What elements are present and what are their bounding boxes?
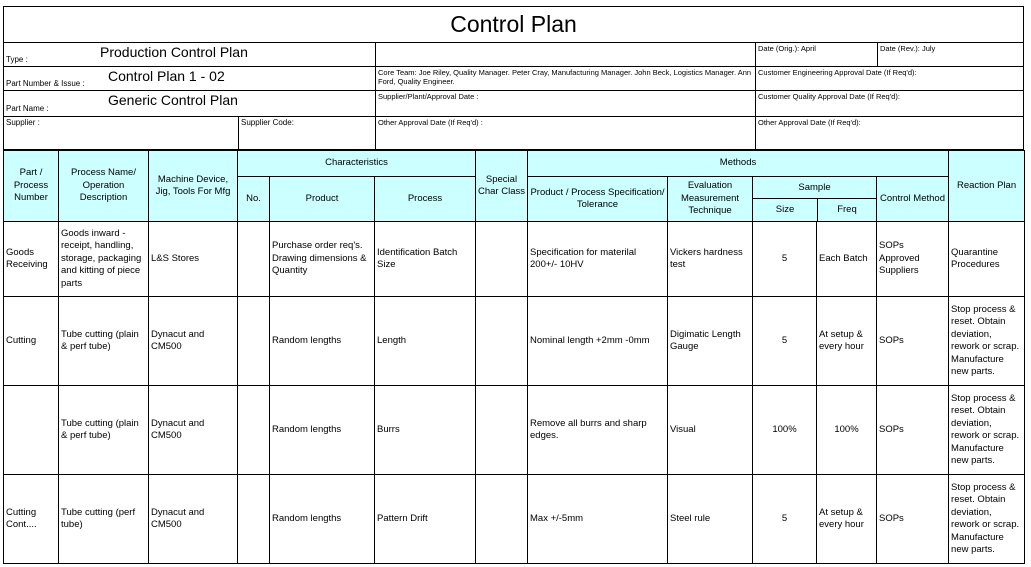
- other-approval-2: Other Approval Date (If Req'd):: [756, 117, 1023, 150]
- cell-size: 100%: [753, 386, 817, 475]
- cell-freq: 100%: [817, 386, 877, 475]
- part-name-value: Generic Control Plan: [108, 92, 238, 108]
- cust-quality-approval: Customer Quality Approval Date (If Req'd):: [756, 91, 1023, 117]
- table-row: [4, 297, 1025, 386]
- cell-control: SOPs Approved Suppliers: [877, 222, 949, 297]
- col-size: Size: [753, 199, 818, 221]
- cell-machine: L&S Stores: [149, 222, 238, 297]
- col-characteristics: Characteristics: [238, 151, 476, 177]
- cell-evaluation: Vickers hardness test: [668, 222, 753, 297]
- cell-part: [4, 386, 59, 475]
- col-process: Process: [375, 177, 476, 222]
- col-machine: Machine Device, Jig, Tools For Mfg: [149, 151, 238, 222]
- cell-freq: At setup & every hour: [817, 297, 877, 386]
- col-sample-label: Sample: [753, 177, 876, 199]
- blank-cell: [376, 43, 756, 67]
- part-number-label: Part Number & Issue :: [6, 79, 85, 88]
- cell-process: Identification Batch Size: [375, 222, 476, 297]
- cell-process-name: Tube cutting (plain & perf tube): [59, 297, 149, 386]
- supplier-cell: [4, 117, 239, 150]
- cell-part: Cutting Cont....: [4, 475, 59, 564]
- supplier-label: Supplier :: [6, 118, 40, 127]
- supplier-approval: Supplier/Plant/Approval Date :: [376, 91, 756, 117]
- cell-process: Burrs: [375, 386, 476, 475]
- cell-process: Pattern Drift: [375, 475, 476, 564]
- cell-no: [238, 475, 270, 564]
- cell-part: Cutting: [4, 297, 59, 386]
- cell-size: 5: [753, 475, 817, 564]
- cell-control: SOPs: [877, 475, 949, 564]
- cell-spec: Max +/-5mm: [528, 475, 668, 564]
- cell-evaluation: Steel rule: [668, 475, 753, 564]
- col-process-name: Process Name/ Operation Description: [59, 151, 149, 222]
- col-no: No.: [238, 177, 270, 222]
- cell-product: Purchase order req's. Drawing dimensions & Quantity: [270, 222, 375, 297]
- header-row-1: [4, 151, 1025, 177]
- cell-spec: Remove all burrs and sharp edges.: [528, 386, 668, 475]
- col-reaction-plan: Reaction Plan: [949, 151, 1025, 222]
- cell-process-name: Tube cutting (perf tube): [59, 475, 149, 564]
- cell-special: [476, 475, 528, 564]
- cell-freq: Each Batch: [817, 222, 877, 297]
- table-row: [4, 475, 1025, 564]
- cell-product: Random lengths: [270, 475, 375, 564]
- col-spec-tolerance: Product / Process Specification/ Tolerance: [528, 177, 668, 222]
- other-approval-1: Other Approval Date (If Req'd) :: [376, 117, 756, 150]
- cell-machine: Dynacut and CM500: [149, 475, 238, 564]
- control-plan-document: [3, 6, 1024, 565]
- col-control-method: Control Method: [877, 177, 949, 222]
- cell-size: 5: [753, 297, 817, 386]
- cell-no: [238, 222, 270, 297]
- cell-no: [238, 386, 270, 475]
- cell-control: SOPs: [877, 386, 949, 475]
- cust-eng-approval: Customer Engineering Approval Date (If Req'd):: [756, 67, 1023, 91]
- cell-reaction: Stop process & reset. Obtain deviation, rework or scrap. Manufacture new parts.: [949, 475, 1025, 564]
- col-sample: [753, 177, 877, 222]
- col-special-char: Special Char Class: [476, 151, 528, 222]
- cell-reaction: Stop process & reset. Obtain deviation, rework or scrap. Manufacture new parts.: [949, 386, 1025, 475]
- cell-special: [476, 386, 528, 475]
- cell-evaluation: Visual: [668, 386, 753, 475]
- table-row: [4, 386, 1025, 475]
- col-evaluation: Evaluation Measurement Technique: [668, 177, 753, 222]
- date-orig: Date (Orig.): April: [756, 43, 878, 67]
- cell-spec: Specification for materilal 200+/- 10HV: [528, 222, 668, 297]
- page-title: Control Plan: [3, 6, 1024, 43]
- cell-product: Random lengths: [270, 297, 375, 386]
- cell-machine: Dynacut and CM500: [149, 297, 238, 386]
- cell-machine: Dynacut and CM500: [149, 386, 238, 475]
- supplier-code-label: Supplier Code:: [241, 118, 294, 127]
- col-freq: Freq: [837, 204, 857, 215]
- cell-no: [238, 297, 270, 386]
- cell-size: 5: [753, 222, 817, 297]
- table-row: [4, 222, 1025, 297]
- cell-reaction: Stop process & reset. Obtain deviation, rework or scrap. Manufacture new parts.: [949, 297, 1025, 386]
- cell-process-name: Tube cutting (plain & perf tube): [59, 386, 149, 475]
- part-name-cell: [4, 91, 376, 117]
- cell-reaction: Quarantine Procedures: [949, 222, 1025, 297]
- header-section: [3, 43, 1024, 150]
- cell-special: [476, 297, 528, 386]
- cell-process-name: Goods inward - receipt, handling, storage, packaging and kitting of piece parts: [59, 222, 149, 297]
- cell-process: Length: [375, 297, 476, 386]
- supplier-code-cell: [239, 117, 376, 150]
- part-name-label: Part Name :: [6, 104, 49, 113]
- type-value: Production Control Plan: [100, 44, 248, 60]
- part-number-value: Control Plan 1 - 02: [108, 68, 225, 84]
- type-label: Type :: [6, 55, 28, 64]
- col-product: Product: [270, 177, 375, 222]
- cell-control: SOPs: [877, 297, 949, 386]
- date-rev: Date (Rev.): July: [878, 43, 1023, 67]
- control-plan-table: [3, 150, 1025, 564]
- cell-product: Random lengths: [270, 386, 375, 475]
- core-team: Core Team: Joe Riley, Quality Manager. Peter Cray, Manufacturing Manager. John Beck, Logistics Manager. Ann Ford, Quality Engineer.: [376, 67, 756, 91]
- col-methods: Methods: [528, 151, 949, 177]
- part-number-cell: [4, 67, 376, 91]
- cell-evaluation: Digimatic Length Gauge: [668, 297, 753, 386]
- col-part-process-number: Part / Process Number: [4, 151, 59, 222]
- cell-freq: At setup & every hour: [817, 475, 877, 564]
- cell-spec: Nominal length +2mm -0mm: [528, 297, 668, 386]
- cell-special: [476, 222, 528, 297]
- cell-part: Goods Receiving: [4, 222, 59, 297]
- type-cell: [4, 43, 376, 67]
